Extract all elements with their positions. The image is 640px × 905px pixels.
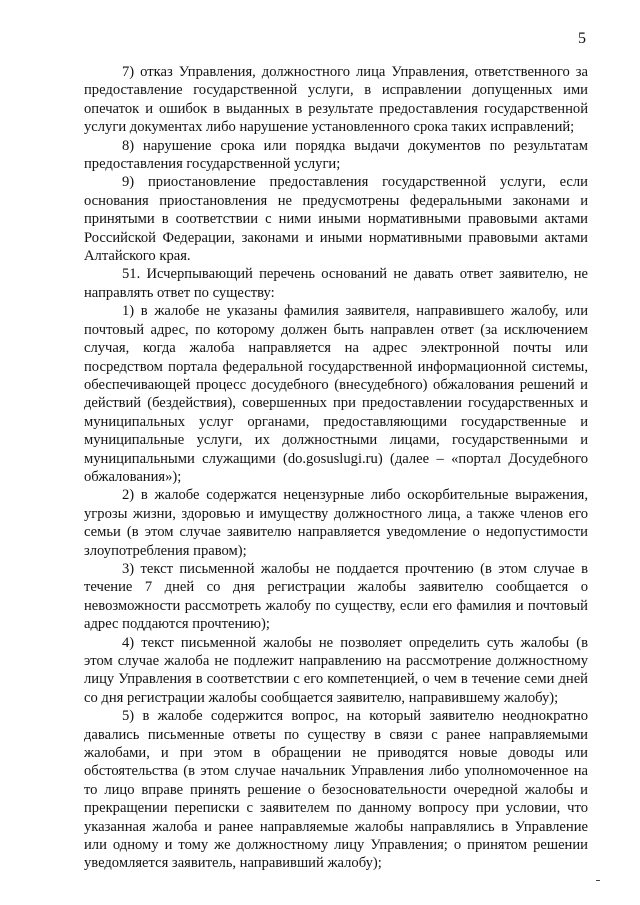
- paragraph-item-9: 9) приостановление предоставления государственной услуги, если основания приостановления не предусмотрены федеральными законами и принятыми в соответствии с ними иными нормативными правовыми актами Российской Федерации, законами и иными нормативными правовыми актами Алтайского края.: [84, 174, 588, 265]
- document-body: [84, 63, 588, 873]
- paragraph-item-8: 8) нарушение срока или порядка выдачи документов по результатам предоставления государственной услуги;: [84, 137, 588, 173]
- paragraph-reason-1: 1) в жалобе не указаны фамилия заявителя, направившего жалобу, или почтовый адрес, по которому должен быть направлен ответ (за исключением случая, когда жалоба направляется на адрес электронной почты или посредством портала федеральной государственной информационной системы, обеспечивающей процесс досудебного (внесудебного) обжалования решений и действий (бездействия), совершенных при предоставлении государственных и муниципальных услуг органами, предоставляющими государственные и муниципальные услуги, их должностными лицами, государственными и муниципальными служащими (do.gosuslugi.ru) (далее – «портал Досудебного обжалования»);: [84, 303, 588, 485]
- paragraph-section-51: 51. Исчерпывающий перечень оснований не давать ответ заявителю, не направлять ответ по существу:: [84, 266, 588, 301]
- scan-mark: [596, 880, 600, 881]
- paragraph-reason-3: 3) текст письменной жалобы не поддается прочтению (в этом случае в течение 7 дней со дня регистрации жалобы заявителю сообщается о невозможности рассмотреть жалобу по существу, если его фамилия и почтовый адрес поддаются прочтению);: [84, 560, 588, 633]
- paragraph-reason-5: 5) в жалобе содержится вопрос, на который заявителю неоднократно давались письменные ответы по существу в связи с ранее направляемыми жалобами, и при этом в обращении не приводятся новые доводы или обстоятельства (в этом случае начальник Управления либо уполномоченное на то лицо вправе принять решение о безосновательности очередной жалобы и прекращении переписки с заявителем по данному вопросу при условии, что указанная жалоба и ранее направляемые жалобы направлялись в Управление или одному и тому же должностному лицу Управления; о принятом решении уведомляется заявитель, направивший жалобу);: [84, 708, 588, 872]
- paragraph-item-7: 7) отказ Управления, должностного лица Управления, ответственного за предоставление государственной услуги, в исправлении допущенных ими опечаток и ошибок в выданных в результате предоставления государственной услуги документах либо нарушение установленного срока таких исправлений;: [84, 64, 588, 136]
- paragraph-reason-4: 4) текст письменной жалобы не позволяет определить суть жалобы (в этом случае жалоба не подлежит направлению на рассмотрение должностному лицу Управления в соответствии с его компетенцией, о чем в течение семи дней со дня регистрации жалобы сообщается заявителю, направившему жалобу);: [84, 634, 588, 706]
- page-number: 5: [578, 30, 586, 47]
- paragraph-reason-2: 2) в жалобе содержатся нецензурные либо оскорбительные выражения, угрозы жизни, здоровью и имуществу должностного лица, а также членов его семьи (в этом случае заявителю направляется уведомление о недопустимости злоупотребления правом);: [84, 487, 588, 559]
